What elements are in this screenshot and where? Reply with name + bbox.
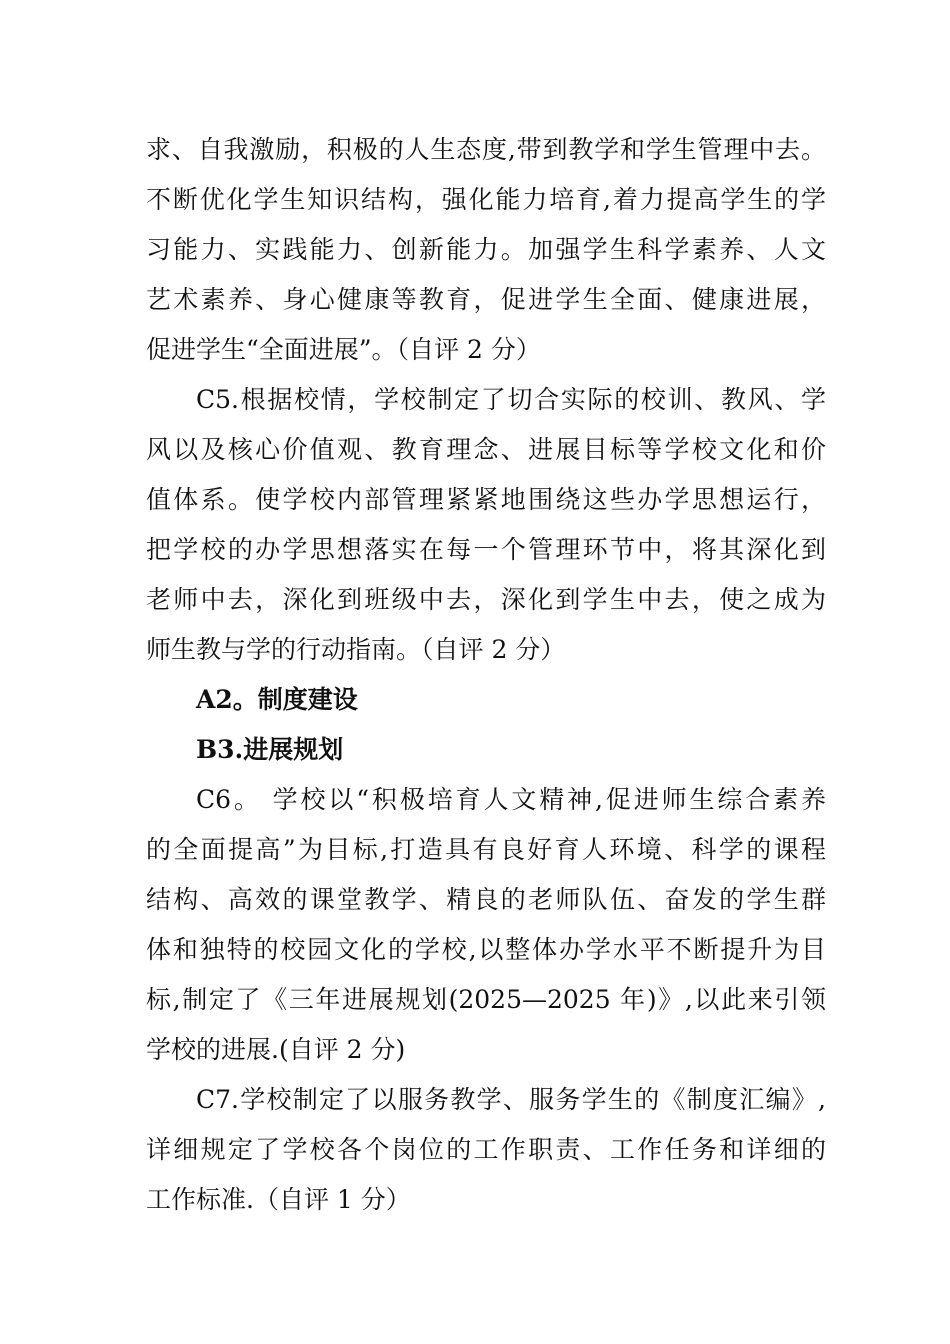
- section-heading: A2。制度建设: [196, 685, 358, 714]
- paragraph-line: C5.根据校情，学校制定了切合实际的校训、教风、学: [196, 385, 826, 414]
- paragraph-line: C7.学校制定了以服务教学、服务学生的《制度汇编》,: [196, 1085, 826, 1114]
- paragraph-line: 把学校的办学思想落实在每一个管理环节中，将其深化到: [146, 535, 826, 564]
- paragraph-line: C6。 学校以“积极培育人文精神,促进师生综合素养: [196, 785, 826, 814]
- paragraph-line: 学校的进展.(自评 2 分): [146, 1035, 406, 1064]
- section-heading: B3.进展规划: [196, 735, 344, 764]
- paragraph-line: 不断优化学生知识结构，强化能力培育,着力提高学生的学: [146, 185, 826, 214]
- paragraph-line: 老师中去，深化到班级中去，深化到学生中去，使之成为: [146, 585, 826, 614]
- paragraph-line: 风以及核心价值观、教育理念、进展目标等学校文化和价: [146, 435, 826, 464]
- paragraph-line: 促进学生“全面进展”。（自评 2 分）: [146, 335, 541, 364]
- paragraph-line: 值体系。使学校内部管理紧紧地围绕这些办学思想运行，: [146, 485, 826, 514]
- paragraph-line: 习能力、实践能力、创新能力。加强学生科学素养、人文: [146, 235, 826, 264]
- paragraph-line: 师生教与学的行动指南。（自评 2 分）: [146, 635, 566, 664]
- paragraph-line: 结构、高效的课堂教学、精良的老师队伍、奋发的学生群: [146, 885, 826, 914]
- paragraph-line: 艺术素养、身心健康等教育，促进学生全面、健康进展，: [146, 285, 826, 314]
- paragraph-line: 标,制定了《三年进展规划(2025—2025 年)》,以此来引领: [146, 985, 826, 1014]
- paragraph-line: 详细规定了学校各个岗位的工作职责、工作任务和详细的: [146, 1135, 826, 1164]
- paragraph-line: 工作标准.（自评 1 分）: [146, 1185, 411, 1214]
- paragraph-line: 求、自我激励，积极的人生态度,带到教学和学生管理中去。: [146, 135, 826, 164]
- paragraph-line: 的全面提高”为目标,打造具有良好育人环境、科学的课程: [146, 835, 826, 864]
- paragraph-line: 体和独特的校园文化的学校,以整体办学水平不断提升为目: [146, 935, 826, 964]
